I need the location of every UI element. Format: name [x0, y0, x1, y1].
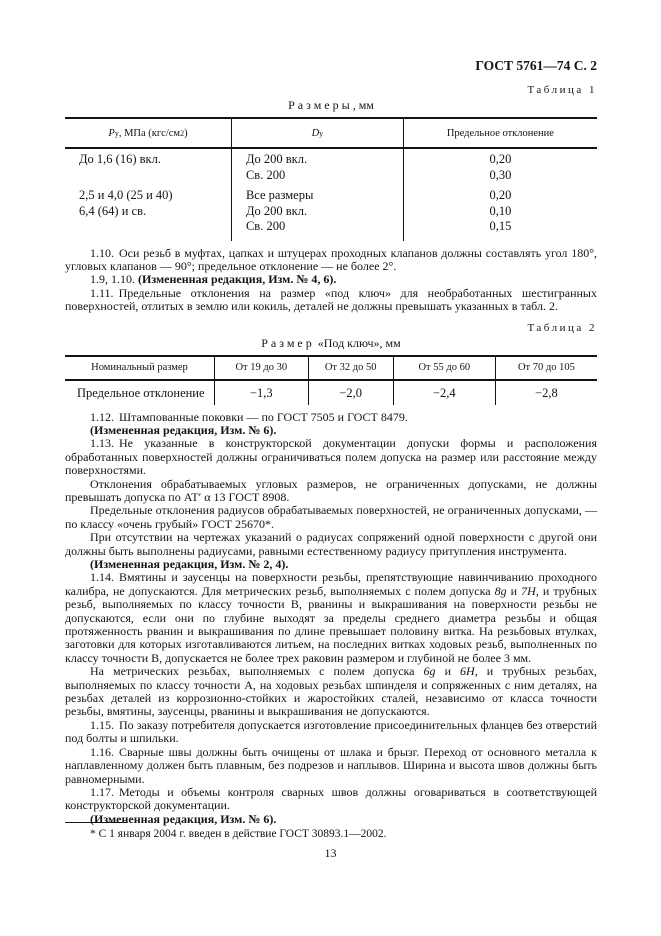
- table-1-subtitle: [65, 98, 597, 113]
- table-1-header-row: [65, 119, 597, 149]
- gost-header: ГОСТ 5761—74 С. 2: [475, 58, 597, 73]
- table-cell: Св. 200: [231, 219, 403, 241]
- table-cell: [65, 168, 231, 184]
- table-2-subtitle: [65, 336, 597, 351]
- table-cell: До 1,6 (16) вкл.: [79, 152, 161, 166]
- para-1-12: 1.12. Штампованные поковки — по ГОСТ 7505 и ГОСТ 8479.: [90, 409, 408, 424]
- table-cell: [65, 219, 231, 241]
- table-1-subtitle-word: Размеры: [288, 98, 353, 112]
- table-cell: −1,3: [214, 381, 308, 405]
- table-cell: Все размеры: [231, 188, 403, 204]
- table-cell: До 200 вкл.: [231, 204, 403, 220]
- para-1-13-drawings: При отсутствии на чертежах указаний о радиусах сопряжений одной поверхности с другой они должны быть выполнены радиусами, равными естественному радиусу притупления инструмента.: [65, 530, 597, 558]
- table-cell: 0,10: [403, 204, 597, 220]
- para-1-17-revision: (Измененная редакция, Изм. № 6).: [90, 811, 277, 826]
- para-1-13-angles: Отклонения обрабатываемых угловых размеров, не ограниченных допусками, не должны превышать допуска по АТ′ α 13 ГОСТ 8908.: [65, 476, 597, 504]
- para-1-11: 1.11. Предельные отклонения на размер «под ключ» для необработанных шестигранных поверхностей, отлитых в землю или кокиль, деталей не должны превышать указанных в табл. 2.: [65, 285, 597, 314]
- table-1-header-pressure: P у , МПа (кгс/см 2 ): [108, 127, 188, 139]
- table-1-subtitle-units: , мм: [352, 98, 374, 112]
- table-2-header-row: [65, 357, 597, 381]
- para-1-12-revision: (Измененная редакция, Изм. № 6).: [90, 422, 277, 437]
- para-1-15: 1.15. По заказу потребителя допускается изготовление присоединительных фланцев без отверстий под болты и шпильки.: [65, 717, 597, 746]
- para-1-10: 1.10. Оси резьб в муфтах, цапках и штуцерах проходных клапанов должны составлять угол 180°, угловых клапанов — 90°; предельное отклонение — не более 2°.: [65, 245, 597, 273]
- table-row: [65, 204, 597, 220]
- table-row: [65, 219, 597, 241]
- table-1-body: [65, 149, 597, 241]
- table-2: [65, 355, 597, 405]
- table-2-header-nominal: Номинальный размер: [91, 362, 188, 374]
- table-cell: −2,0: [308, 381, 393, 405]
- para-1-13-radii: Предельные отклонения радиусов обрабатываемых поверхностей, не ограниченных допусками, — по классу «очень грубый» ГОСТ 25670*.: [65, 503, 597, 531]
- table-2-subtitle-units: «Под ключ», мм: [314, 335, 401, 350]
- table-row: [65, 381, 597, 405]
- table-2-label: Таблица 2: [527, 321, 597, 334]
- table-1: [65, 117, 597, 241]
- table-cell: Предельное отклонение: [77, 385, 205, 400]
- table-1-label: Таблица 1: [527, 84, 597, 96]
- table-2-header-range-3: От 55 до 60: [393, 357, 495, 379]
- table-1-header-deviation: Предельное отклонение: [403, 119, 597, 147]
- para-1-14: 1.14. Вмятины и заусенцы на поверхности резьбы, препятствующие навинчиванию проходного калибра, не допускаются. Для метрических резьб, выполняемых с полем допуска 8g и 7H, и трубных резьб, выполняемых по классу точности В, рванины и выкрашивания на поверхности резьбы не допускаются, если они по глубине выходят за пределы среднего диаметра резьбы и общая протяженность рванин и выкрашивания по длине превышает половину витка. На резьбовых втулках, заготовки для которых изготавливаются литьем, на последних витках ходовых резьб, выполненных по классу точности В, допускается не более трех раковин размером и глубиной не более 3 мм.: [65, 570, 597, 665]
- table-cell: 0,20: [403, 188, 597, 204]
- table-cell: −2,8: [495, 381, 597, 405]
- para-1-9-1-10-revision: 1.9, 1.10. (Измененная редакция, Изм. № 4, 6).: [90, 272, 337, 287]
- para-1-13-revision: (Измененная редакция, Изм. № 2, 4).: [90, 557, 289, 571]
- table-row: [65, 168, 597, 184]
- table-cell: −2,4: [393, 381, 495, 405]
- table-cell: До 200 вкл.: [231, 149, 403, 168]
- para-1-16: 1.16. Сварные швы должны быть очищены от шлака и брызг. Переход от основного металла к наплавленному должен быть плавным, без подрезов и наплывов. Ширина и высота швов должны быть равномерными.: [65, 744, 597, 786]
- para-1-14-metric: На метрических резьбах, выполняемых с полем допуска 6g и 6H, и трубных резьбах, выполняемых по классу точности А, на ходовых резьбах шпинделя и сопряженных с ним деталях, на резьбах деталей из коррозионно-стойких и жаростойких сталей, независимо от класса точности резьбы, вмятины, заусенцы, рванины и выкрашивания не допускаются.: [65, 664, 598, 719]
- table-2-subtitle-word: Размер: [261, 335, 315, 350]
- page-number: 13: [324, 846, 337, 860]
- table-2-header-range-4: От 70 до 105: [495, 357, 597, 379]
- table-2-header-range-2: От 32 до 50: [308, 357, 393, 379]
- table-cell: 0,20: [403, 149, 597, 168]
- table-cell: 2,5 и 4,0 (25 и 40): [79, 188, 173, 202]
- para-1-17: 1.17. Методы и объемы контроля сварных швов должны оговариваться в соответствующей конструкторской документации.: [65, 784, 597, 813]
- footnote-divider: [65, 822, 127, 823]
- table-2-header-range-1: От 19 до 30: [214, 357, 308, 379]
- table-cell: 0,30: [403, 168, 597, 184]
- table-row: [65, 149, 597, 168]
- table-row: [65, 188, 597, 204]
- table-cell: 0,15: [403, 219, 597, 241]
- footnote: * С 1 января 2004 г. введен в действие ГОСТ 30893.1—2002.: [90, 828, 387, 840]
- table-cell: Св. 200: [231, 168, 403, 184]
- para-1-13: 1.13. Не указанные в конструкторской документации допуски формы и расположения обработанных поверхностей должны ограничиваться полем допуска на размер или расстояние между поверхностями.: [65, 436, 597, 478]
- table-cell: 6,4 (64) и св.: [79, 203, 147, 218]
- table-1-header-diameter: D у: [231, 119, 403, 147]
